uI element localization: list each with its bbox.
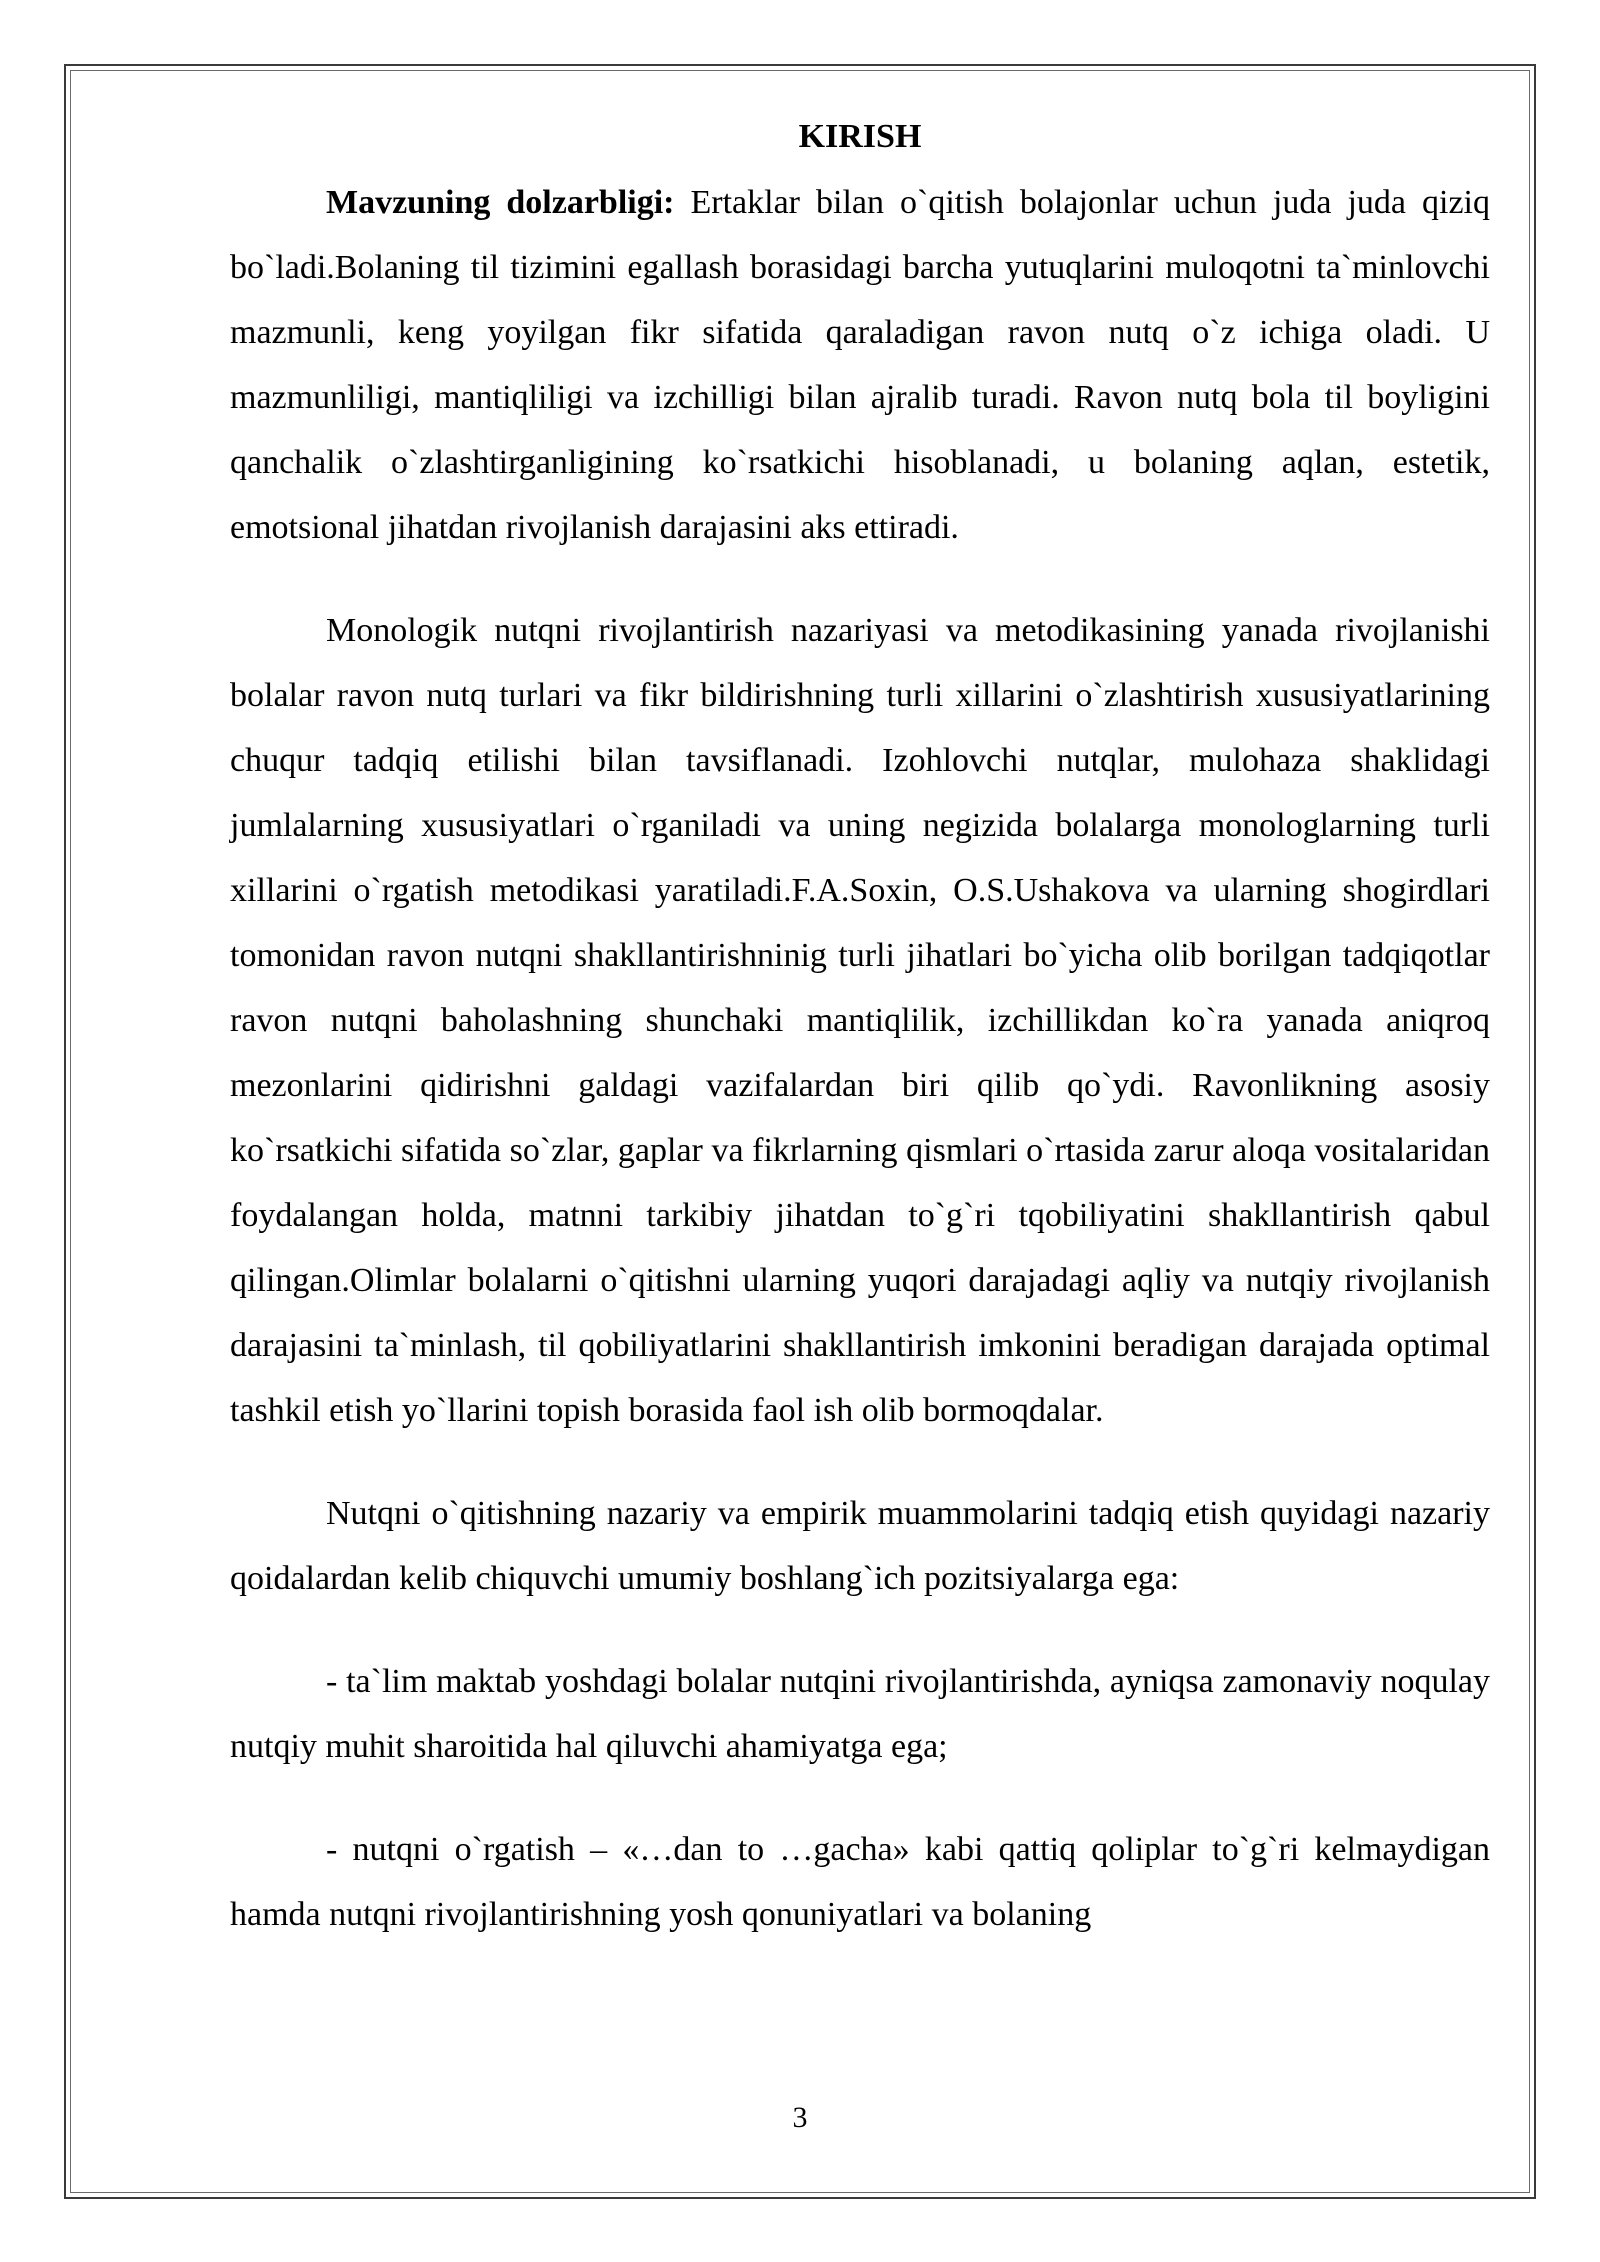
- paragraph-text: Monologik nutqni rivojlantirish nazariyasi va metodikasining yanada rivojlanishi bolalar ravon nutq turlari va fikr bildirishning turli xillarini o`zlashtirish xususiyatlarining chuqur tadqiq etilishi bilan tavsiflanadi. Izohlovchi nutqlar, mulohaza shaklidagi jumlalarning xususiyatlari o`rganiladi va uning negizida bolalarga monologlarning turli xillarini o`rgatish metodikasi yaratiladi.F.A.Soxin, O.S.Ushakova va ularning shogirdlari tomonidan ravon nutqni shakllantirishninig turli jihatlari bo`yicha olib borilgan tadqiqotlar ravon nutqni baholashning shunchaki mantiqlilik, izchillikdan ko`ra yanada aniqroq mezonlarini qidirishni galdagi vazifalardan biri qilib qo`ydi. Ravonlikning asosiy ko`rsatkichi sifatida so`zlar, gaplar va fikrlarning qismlari o`rtasida zarur aloqa vositalaridan foydalangan holda, matnni tarkibiy jihatdan to`g`ri tqobiliyatini shakllantirish qabul qilingan.Olimlar bolalarni o`qitishni ularning yuqori darajadagi aqliy va nutqiy rivojlanish darajasini ta`minlash, til qobiliyatlarini shakllantirish imkonini beradigan darajada optimal tashkil etish yo`llarini topish borasida faol ish olib bormoqdalar.: [230, 612, 1490, 1429]
- paragraph-monologic-speech: [230, 598, 1490, 1443]
- section-title: KIRISH: [798, 118, 922, 155]
- paragraph-text: Ertaklar bilan o`qitish bolajonlar uchun juda juda qiziq bo`ladi.Bolaning til tizimini egallash borasidagi barcha yutuqlarini muloqotni ta`minlovchi mazmunli, keng yoyilgan fikr sifatida qaraladigan ravon nutq o`z ichiga oladi. U mazmunliligi, mantiqliligi va izchilligi bilan ajralib turadi. Ravon nutq bola til boyligini qanchalik o`zlashtirganligining ko`rsatkichi hisoblanadi, u bolaning aqlan, estetik, emotsional jihatdan rivojlanish darajasini aks ettiradi.: [230, 184, 1490, 546]
- list-item-education: [230, 1649, 1490, 1779]
- list-item-speech-teaching: [230, 1817, 1490, 1947]
- paragraph-research-problems: [230, 1481, 1490, 1611]
- paragraph-text: Nutqni o`qitishning nazariy va empirik muammolarini tadqiq etish quyidagi nazariy qoidalardan kelib chiquvchi umumiy boshlang`ich pozitsiyalarga ega:: [230, 1495, 1490, 1597]
- page-number: 3: [792, 2101, 808, 2134]
- paragraph-text: - ta`lim maktab yoshdagi bolalar nutqini rivojlantirishda, ayniqsa zamonaviy noqulay nutqiy muhit sharoitida hal qiluvchi ahamiyatga ega;: [230, 1663, 1490, 1765]
- paragraph-relevance: [230, 170, 1490, 560]
- paragraph-text: - nutqni o`rgatish – «…dan to …gacha» kabi qattiq qoliplar to`g`ri kelmaydigan hamda nutqni rivojlantirishning yosh qonuniyatlari va bolaning: [230, 1831, 1490, 1933]
- document-body: [230, 112, 1490, 1985]
- paragraph-lead: Mavzuning dolzarbligi:: [326, 184, 675, 221]
